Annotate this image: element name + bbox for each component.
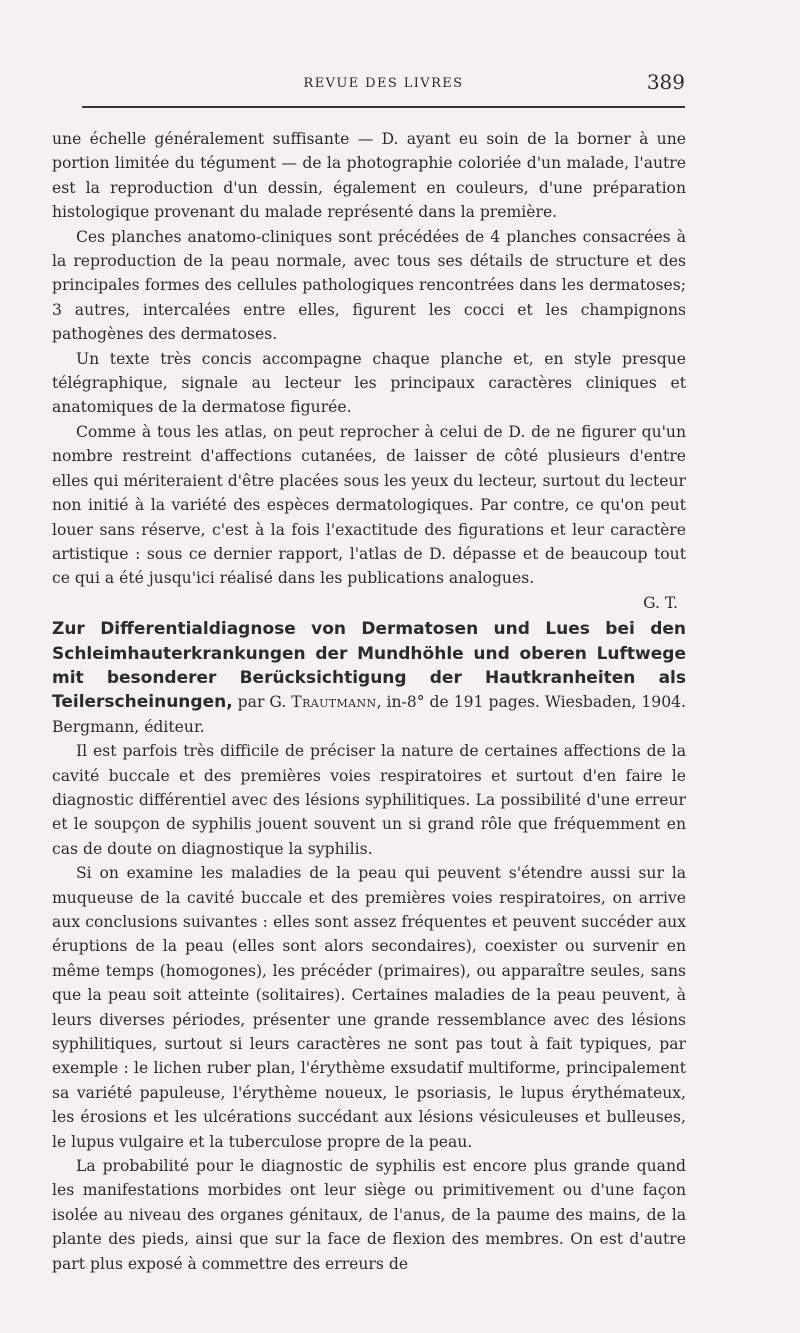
reviewer-signature: G. T. [643,593,678,612]
paragraph: Comme à tous les atlas, on peut reprocher à celui de D. de ne figurer qu'un nombre restreint d'affections cutanées, de laisser de côté plusieurs d'entre elles qui mériteraient d'être placées sous les yeux du lecteur, surtout du lecteur non initié à la variété des espèces dermatologiques. Par contre, ce qu'on peut louer sans réserve, c'est à la fois l'exactitude des figurations et leur caractère artistique : sous ce dernier rapport, l'atlas de D. dépasse et de beaucoup tout ce qui a été jusqu'ici réalisé dans les publications analogues. [52,422,686,588]
paragraph: Il est parfois très difficile de préciser la nature de certaines affections de la cavité buccale et des premières voies respiratoires et surtout d'en faire le diagnostic différentiel avec des lésions syphilitiques. La possibilité d'une erreur et le soupçon de syphilis jouent souvent un si grand rôle que fréquemment en cas de doute on diagnostique la syphilis. [52,742,686,858]
page-header [82,70,685,102]
citation-by: par G. [237,693,287,712]
paragraph: Un texte très concis accompagne chaque planche et, en style presque télégraphique, signale au lecteur les principaux caractères cliniques et anatomiques de la dermatose figurée. [52,349,686,417]
book-details: , in-8° de 191 pages. Wiesbaden, 1904. Bergmann, éditeur. [52,693,686,736]
review-dermatology-atlas [52,127,686,615]
header-rule [82,106,685,108]
paragraph: La probabilité pour le diagnostic de syphilis est encore plus grande quand les manifestations morbides ont leur siège ou primitivement ou d'une façon isolée au niveau des organes génitaux, de l'anus, de la paume des mains, de la plante des pieds, ainsi que sur la face de flexion des membres. On est d'autre part plus exposé à commettre des erreurs de [52,1157,686,1273]
book-citation [52,617,686,739]
running-title: REVUE DES LIVRES [303,76,464,91]
paragraph: une échelle généralement suffisante — D. ayant eu soin de la borner à une portion limitée du tégument — de la photographie coloriée d'un malade, l'autre est la reproduction d'un dessin, également en couleurs, d'une préparation histologique provenant du malade représenté dans la première. [52,130,686,222]
paragraph: Si on examine les maladies de la peau qui peuvent s'étendre aussi sur la muqueuse de la cavité buccale et des premières voies respiratoires, on arrive aux conclusions suivantes : elles sont assez fréquentes et peuvent succéder aux éruptions de la peau (elles sont alors secondaires), coexister ou survenir en même temps (homogones), les précéder (primaires), ou apparaître seules, sans que la peau soit atteinte (solitaires). Certaines maladies de la peau peuvent, à leurs diverses périodes, présenter une grande ressemblance avec des lésions syphilitiques, surtout si leurs caractères ne sont pas tout à fait typiques, par exemple : le lichen ruber plan, l'érythème exsudatif multiforme, principalement sa variété papuleuse, l'érythème noueux, le psoriasis, le lupus érythémateux, les érosions et les ulcérations succédant aux lésions vésiculeuses et bulleuses, le lupus vulgaire et la tuberculose propre de la peau. [52,864,686,1151]
page-body [52,127,686,1276]
paragraph: Ces planches anatomo-cliniques sont précédées de 4 planches consacrées à la reproduction de la peau normale, avec tous ses détails de structure et des principales formes des cellules pathologiques rencontrées dans les dermatoses; 3 autres, intercalées entre elles, figurent les cocci et les champignons pathogènes des dermatoses. [52,227,686,344]
book-author: Trautmann [291,693,377,712]
page-number: 389 [646,70,685,94]
review-trautmann [52,617,686,1276]
book-title: Zur Differentialdiagnose von Dermatosen und Lues bei den Schleimhauterkrankungen der Mundhöhle und oberen Luftwege mit besonderer Berücksichtigung der Hautkranheiten als Teilerscheinungen, [52,619,686,713]
